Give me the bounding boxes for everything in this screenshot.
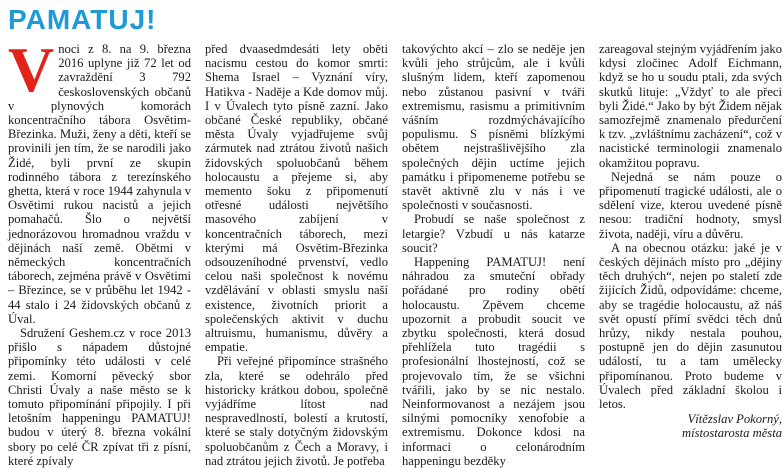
paragraph: takovýchto akcí – zlo se neděje jen kvůli jeho strůjcům, ale i kvůli slušným lidem, kteří zapomenou nebo zůstanou pasivní v tváři extremismu, rasismu a primitivním vášním rozdmýchávajícího populismu. S písněmi blízkými obětem nejstrašlivějšího zla společných dějin uctíme jejich památku i připomeneme potřebu se stavět aktivně zlu v nás i ve společnosti v současnosti. <box>402 42 585 213</box>
column-4 <box>599 42 782 457</box>
paragraph: Při veřejné připomínce strašného zla, které se odehrálo před historicky krátkou dobou, společně vyjádříme lítost nad nespravedlností, bolestí a krutostí, které se staly dotyčným židovským spoluobčanům z Čech a Moravy, i nad ztrátou jejich životů. Je potřeba <box>205 354 388 468</box>
column-2 <box>205 42 388 468</box>
paragraph: Sdružení Geshem.cz v roce 2013 přišlo s nápadem důstojné připomínky této události v celé zemi. Komorní pěvecký sbor Christi Úvaly a naše město se k tomuto připomínání připojily. I při letošním happeningu PAMATUJ! budou v úterý 8. března vokální sbory po celé ČR zpívat tři z písní, které zpívaly <box>8 326 191 468</box>
paragraph: zareagoval stejným vyjádřením jako kdysi zločinec Adolf Eichmann, když se ho u soudu ptali, zda svých skutků lituje: „Vždyť to ale přeci byli Židé.“ Jako by být Židem nějak samozřejmě znamenalo předurčení k tzv. „zvláštnímu zacházení“, což v nacistické terminologii znamenalo okamžitou popravu. <box>599 42 782 170</box>
author-signature <box>599 412 782 440</box>
column-1 <box>8 34 191 468</box>
paragraph-text: noci z 8. na 9. března 2016 uplyne již 72 let od zavraždění 3 792 československých občanů v plynových komorách koncentračního tábora Osvětim-Březinka. Muži, ženy a děti, kteří se provinili jen tím, že se narodili jako Židé, byli první ze skupin rodinného tábora z terezínského ghetta, která v roce 1944 zahynula v Osvětimi rukou nacistů a jejich pomahačů. Šlo o největší jednorázovou hromadnou vraždu v dějinách naší země. Obětmi v německých koncentračních táborech, zejména právě v Osvětimi – Březince, se v průběhu let 1942 - 44 stalo i 24 židovských občanů z Úval. <box>8 42 191 326</box>
drop-cap: V <box>8 34 55 105</box>
paragraph: Probudí se naše společnost z letargie? Vzbudí u nás katarze soucit? <box>402 212 585 255</box>
paragraph: A na obecnou otázku: jaké je v českých dějinách místo pro „dějiny těch druhých“, nejen po staletí zde žijících Židů, odpovídáme: chceme, aby se tragédie holocaustu, až náš svět opustí přímí svědci těch dnů hrůzy, nikdy nestala pouhou, postupně jen do dějin zasunutou událostí, tu a tam umělecky připomínanou. Proto budeme v Úvalech před základní školou i letos. <box>599 240 782 412</box>
paragraph: Nejedná se nám pouze o připomenutí tragické události, ale o sdělení vize, kterou uvedené písně nesou: tradiční hodnoty, smysl života, naději, víru a důvěru. <box>599 169 782 241</box>
article-headline: PAMATUJ! <box>8 4 157 35</box>
author-role: místostarosta města <box>682 426 782 441</box>
column-3 <box>402 42 585 468</box>
paragraph: před dvaasedmdesáti lety oběti nacismu cestou do komor smrti: Shema Israel – Vyznání víry, Hatikva - Naděje a Kde domov můj. I v Úvalech tyto písně zazní. Jako občané České republiky, občané města Úvaly vyjadřujeme svůj zármutek nad ztrátou životů našich židovských spoluobčanů během holocaustu a přejeme si, aby memento šoku z připomenutí otřesné události největšího masového zabíjení v koncentračních táborech, mezi kterými má Osvětim-Březinka odsouzeníhodné prvenství, vedlo celou naši společnost k novému vzdělávání v oblasti smyslu naší existence, životních priorit a společenských aktivit v duchu altruismu, humanismu, důvěry a empatie. <box>205 42 388 355</box>
author-name: Vítězslav Pokorný, <box>687 412 782 427</box>
paragraph <box>8 34 191 326</box>
article-columns <box>8 34 783 468</box>
paragraph: Happening PAMATUJ! není náhradou za smuteční obřady pořádané pro rodiny obětí holocaustu. Zpěvem chceme upozornit a probudit soucit ve zbytku společnosti, která dosud přehlížela tuto tragédii s profesionální lhostejností, což se projevovalo tím, že se všichni tvářili, jako by se nic nestalo. Neinformovanost a nezájem jsou silnými pomocníky xenofobie a extremismu. Dokonce kdosi na informaci o celonárodním happeningu bezděky <box>402 255 585 468</box>
